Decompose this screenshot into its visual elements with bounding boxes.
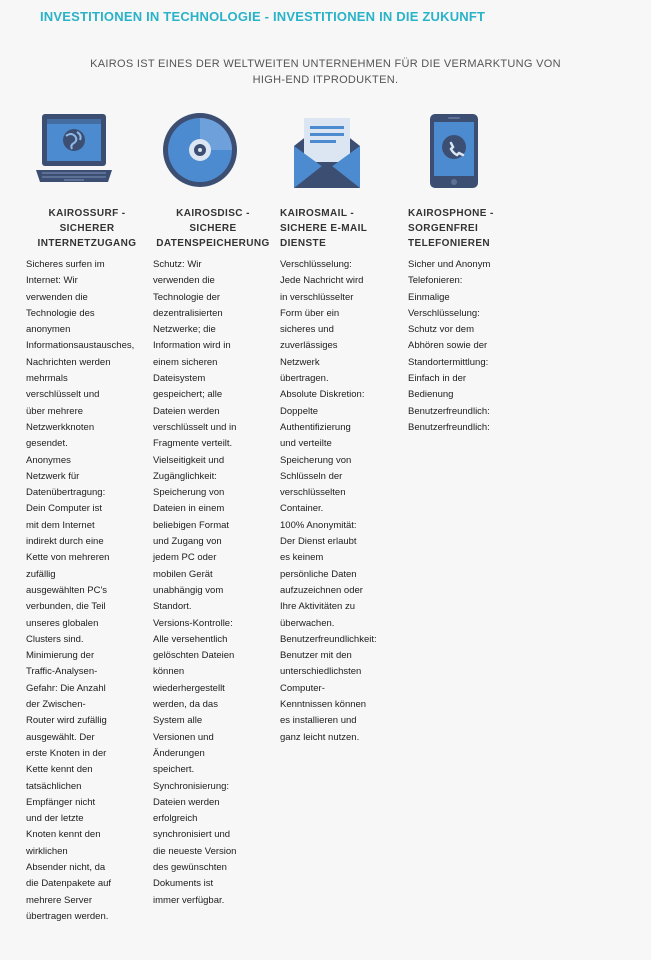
description-line: Einfach in der — [408, 373, 467, 385]
description-line: Schutz vor dem — [408, 324, 474, 336]
laptop-globe-icon — [32, 112, 122, 190]
description-line: Jede Nachricht wird — [280, 275, 364, 287]
description-line: Absolute Diskretion: — [280, 389, 365, 401]
description-line: ausgewählt. Der — [26, 731, 95, 743]
description-line: Einmalige — [408, 291, 450, 303]
description-line: Speicherung von — [280, 454, 352, 466]
description-line: Form über ein — [280, 307, 340, 319]
page-title: INVESTITIONEN IN TECHNOLOGIE - INVESTITIONEN IN DIE ZUKUNFT — [40, 9, 486, 24]
description-line: Computer- — [280, 682, 325, 694]
description-line: Informationsaustausches, — [26, 340, 135, 352]
description-line: Sicher und Anonym — [408, 259, 491, 270]
description-line: Dateisystem — [153, 373, 206, 385]
description-line: aufzuzeichnen oder — [280, 584, 363, 596]
description-line: Internet: Wir — [26, 275, 78, 287]
description-line: Schutz: Wir — [153, 259, 202, 270]
description-line: Router wird zufällig — [26, 715, 107, 727]
description-line: Netzwerk für — [26, 470, 80, 482]
description-line: verwenden die — [153, 275, 215, 287]
description-line: es keinem — [280, 552, 324, 564]
product-column-kairosdisc — [153, 112, 273, 909]
description-line: Sicheres surfen im — [26, 259, 105, 270]
description-line: Versionen und — [153, 731, 214, 743]
product-description — [280, 257, 398, 746]
description-line: Ihre Aktivitäten zu — [280, 601, 355, 613]
description-line: verschlüsselt und in — [153, 421, 237, 433]
description-line: jedem PC oder — [153, 552, 217, 564]
description-line: Speicherung von — [153, 487, 225, 499]
description-line: ausgewählten PC's — [26, 584, 108, 596]
description-line: Information wird in — [153, 340, 231, 352]
description-line: Verschlüsselung: — [280, 259, 352, 270]
description-line: Dateien in einem — [153, 503, 225, 515]
description-line: verschlüsselten — [280, 487, 346, 499]
description-line: Netzwerke; die — [153, 324, 216, 336]
description-line: Benutzerfreundlichkeit: — [280, 633, 377, 645]
description-line: Schlüsseln der — [280, 470, 343, 482]
product-title: KAIROSPHONE - SORGENFREI TELEFONIEREN — [408, 208, 494, 249]
description-line: erfolgreich — [153, 813, 198, 825]
description-line: zuverlässiges — [280, 340, 338, 352]
description-line: die Datenpakete auf — [26, 878, 112, 890]
description-line: Traffic-Analysen- — [26, 666, 98, 678]
description-line: Zugänglichkeit: — [153, 470, 217, 482]
description-line: 100% Anonymität: — [280, 519, 357, 531]
description-line: Kette kennt den — [26, 764, 93, 776]
description-line: Standort. — [153, 601, 192, 613]
description-line: übertragen werden. — [26, 910, 109, 922]
description-line: Knoten kennt den — [26, 829, 101, 841]
description-line: Netzwerkknoten — [26, 421, 95, 433]
description-line: Synchronisierung: — [153, 780, 230, 792]
description-line: Vielseitigkeit und — [153, 454, 225, 466]
description-line: Technologie des — [26, 307, 95, 319]
description-line: Telefonieren: — [408, 275, 463, 287]
description-line: Kette von mehreren — [26, 552, 110, 564]
description-line: Verschlüsselung: — [408, 307, 480, 319]
description-line: Netzwerk — [280, 356, 320, 368]
description-line: Benutzerfreundlich: — [408, 405, 490, 417]
description-line: Dein Computer ist — [26, 503, 103, 515]
description-line: Datenübertragung: — [26, 487, 106, 499]
description-line: synchronisiert und — [153, 829, 231, 841]
description-line: Abhören sowie der — [408, 340, 488, 352]
description-line: Fragmente verteilt. — [153, 438, 233, 450]
description-line: werden, da das — [153, 699, 218, 711]
description-line: Gefahr: Die Anzahl — [26, 682, 106, 694]
description-line: Dateien werden — [153, 796, 220, 808]
description-line: Minimierung der — [26, 650, 95, 662]
description-line: übertragen. — [280, 373, 329, 385]
description-line: die neueste Version — [153, 845, 237, 857]
product-title: KAIROSDISC - SICHERE DATENSPEICHERUNG — [156, 208, 270, 249]
description-line: Dokuments ist — [153, 878, 214, 890]
description-line: überwachen. — [280, 617, 335, 629]
disc-icon — [161, 112, 251, 190]
description-line: Container. — [280, 503, 324, 515]
intro-text — [0, 56, 651, 88]
envelope-letter-icon — [292, 112, 382, 190]
description-line: mehrere Server — [26, 894, 92, 906]
description-line: Technologie der — [153, 291, 221, 303]
description-line: dezentralisierten — [153, 307, 223, 319]
description-line: Empfänger nicht — [26, 796, 96, 808]
description-line: Clusters sind. — [26, 633, 84, 645]
product-title: KAIROSSURF - SICHERER INTERNETZUGANG — [37, 208, 137, 249]
description-line: Nachrichten werden — [26, 356, 111, 368]
description-line: gespeichert; alle — [153, 389, 223, 401]
description-line: Versions-Kontrolle: — [153, 617, 233, 629]
description-line: Benutzer mit den — [280, 650, 352, 662]
description-line: über mehrere — [26, 405, 84, 417]
description-line: unterschiedlichsten — [280, 666, 362, 678]
smartphone-call-icon — [428, 112, 518, 190]
description-line: einem sicheren — [153, 356, 218, 368]
description-line: Der Dienst erlaubt — [280, 536, 357, 548]
product-description — [408, 257, 518, 436]
description-line: der Zwischen- — [26, 699, 86, 711]
product-column-kairossurf — [26, 112, 148, 925]
description-line: erste Knoten in der — [26, 747, 107, 759]
description-line: mit dem Internet — [26, 519, 95, 531]
description-line: Standortermittlung: — [408, 356, 489, 368]
description-line: Authentifizierung — [280, 421, 351, 433]
product-title: KAIROSMAIL - SICHERE E-MAIL DIENSTE — [280, 208, 368, 249]
description-line: wiederhergestellt — [153, 682, 225, 694]
description-line: gesendet. — [26, 438, 68, 450]
description-line: persönliche Daten — [280, 568, 357, 580]
description-line: Absender nicht, da — [26, 861, 106, 873]
intro-line: HIGH-END ITPRODUKTEN. — [252, 74, 399, 86]
description-line: verschlüsselt und — [26, 389, 100, 401]
description-line: des gewünschten — [153, 861, 227, 873]
description-line: Bedienung — [408, 389, 454, 401]
description-line: wirklichen — [26, 845, 68, 857]
description-line: Dateien werden — [153, 405, 220, 417]
description-line: Kenntnissen können — [280, 699, 367, 711]
description-line: gelöschten Dateien — [153, 650, 235, 662]
description-line: Anonymes — [26, 454, 71, 466]
description-line: unabhängig vom — [153, 584, 224, 596]
description-line: tatsächlichen — [26, 780, 82, 792]
description-line: beliebigen Format — [153, 519, 230, 531]
description-line: es installieren und — [280, 715, 357, 727]
description-line: System alle — [153, 715, 203, 727]
description-line: Änderungen — [153, 747, 205, 759]
description-line: Doppelte — [280, 405, 319, 417]
description-line: in verschlüsselter — [280, 291, 354, 303]
description-line: immer verfügbar. — [153, 894, 225, 906]
description-line: sicheres und — [280, 324, 334, 336]
product-column-kairosphone — [408, 112, 518, 436]
description-line: mobilen Gerät — [153, 568, 213, 580]
description-line: unseres globalen — [26, 617, 99, 629]
product-description — [26, 257, 148, 925]
description-line: und verteilte — [280, 438, 332, 450]
description-line: und Zugang von — [153, 536, 222, 548]
description-line: speichert. — [153, 764, 195, 776]
product-column-kairosmail — [280, 112, 398, 746]
product-description — [153, 257, 273, 909]
description-line: verwenden die — [26, 291, 88, 303]
description-line: zufällig — [26, 568, 56, 580]
description-line: anonymen — [26, 324, 71, 336]
description-line: und der letzte — [26, 813, 84, 825]
description-line: mehrmals — [26, 373, 68, 385]
description-line: verbunden, die Teil — [26, 601, 106, 613]
description-line: Benutzerfreundlich: — [408, 421, 490, 433]
description-line: können — [153, 666, 185, 678]
intro-line: KAIROS IST EINES DER WELTWEITEN UNTERNEHMEN FÜR DIE VERMARKTUNG VON — [90, 58, 561, 70]
description-line: ganz leicht nutzen. — [280, 731, 360, 743]
description-line: indirekt durch eine — [26, 536, 104, 548]
description-line: Alle versehentlich — [153, 633, 228, 645]
